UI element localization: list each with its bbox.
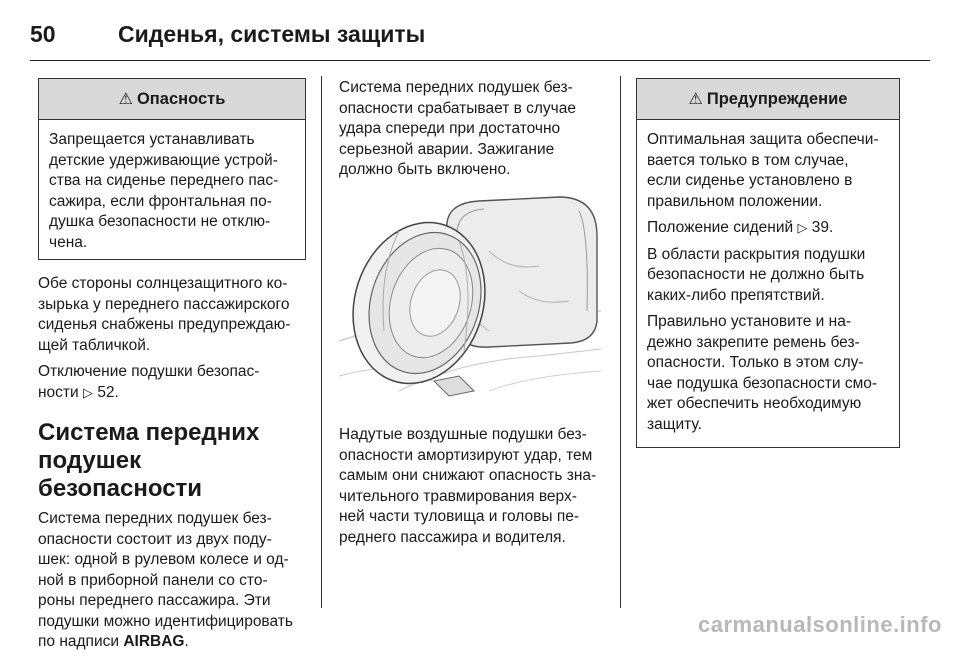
- airbag-deactivation-paragraph: Отключение подушки безопас- ности ▷ 52.: [38, 363, 260, 401]
- section-heading: Система передних подушек безопасности: [38, 419, 260, 502]
- watermark: carmanualsonline.info: [698, 612, 942, 637]
- warning-paragraph: Положение сидений ▷ 39.: [647, 219, 834, 236]
- danger-warning-box: [38, 78, 306, 260]
- page-number: 50: [30, 20, 56, 47]
- page-reference-arrow-icon: ▷: [83, 384, 93, 400]
- caution-warning-box: [636, 78, 900, 448]
- warning-triangle-icon: ⚠: [118, 91, 133, 108]
- airbag-system-paragraph: Система передних подушек без- опасности состоит из двух поду- шек: одной в рулевом колесе и од- ной в приборной панели со сто- роны переднего пассажира. Эти подушки можно идентифицировать по надписи AIRBAG.: [38, 510, 293, 650]
- page-reference-link[interactable]: 39.: [811, 219, 834, 236]
- page-title: Сиденья, системы защиты: [118, 20, 426, 47]
- airbag-trigger-paragraph: Система передних подушек без- опасности срабатывает в случае удара спереди при достаточно серьезной аварии. Зажигание должно быть включено.: [339, 79, 577, 178]
- danger-warning-body: [39, 120, 305, 259]
- airbag-illustration-image: [339, 191, 601, 401]
- warning-paragraph: Правильно установите и на- дежно закрепите ремень без- опасности. Только в этом слу- чае подушка безопасности смо- жет обеспечить необходимую защиту.: [647, 313, 878, 433]
- column-divider-1: [321, 76, 322, 608]
- header-divider: [30, 60, 930, 61]
- danger-warning-title: Опасность: [136, 90, 226, 108]
- column-3: [636, 78, 900, 462]
- caution-warning-header: [637, 79, 899, 120]
- warning-triangle-icon: ⚠: [688, 91, 703, 108]
- airbag-illustration: [339, 191, 609, 408]
- caution-warning-title: Предупреждение: [706, 90, 848, 108]
- warning-line: ства на сиденье переднего пас-: [49, 172, 279, 189]
- warning-line: чена.: [49, 233, 88, 251]
- page-reference-arrow-icon: ▷: [797, 220, 808, 235]
- column-2: [339, 78, 609, 554]
- warning-line: детские удерживающие устрой-: [49, 151, 278, 169]
- column-divider-2: [620, 76, 621, 608]
- page-reference-link[interactable]: 52.: [97, 383, 119, 401]
- warning-paragraph: В области раскрытия подушки безопасности не должно быть каких-либо препятствий.: [647, 245, 866, 304]
- warning-line: Запрещается устанавливать: [49, 131, 255, 148]
- warning-paragraph: Оптимальная защита обеспечи- вается только в том случае, если сиденье установлено в правильном положении.: [647, 131, 879, 210]
- caution-warning-body: [637, 120, 899, 447]
- warning-line: сажира, если фронтальная по-: [49, 192, 272, 210]
- sun-visor-paragraph: Обе стороны солнцезащитного ко- зырька у переднего пассажирского сиденья снабжены предупреждаю- щей табличкой.: [38, 275, 291, 354]
- danger-warning-header: [39, 79, 305, 120]
- page-header: [30, 14, 425, 54]
- warning-line: душка безопасности не отклю-: [49, 213, 271, 230]
- airbag-cushion-paragraph: Надутые воздушные подушки без- опасности амортизируют удар, тем самым они снижают опасность зна- чительного травмирования верх- ней части туловища и головы пе- реднего пассажира и водителя.: [339, 426, 597, 546]
- column-1: [38, 78, 306, 659]
- airbag-label: AIRBAG: [123, 633, 185, 650]
